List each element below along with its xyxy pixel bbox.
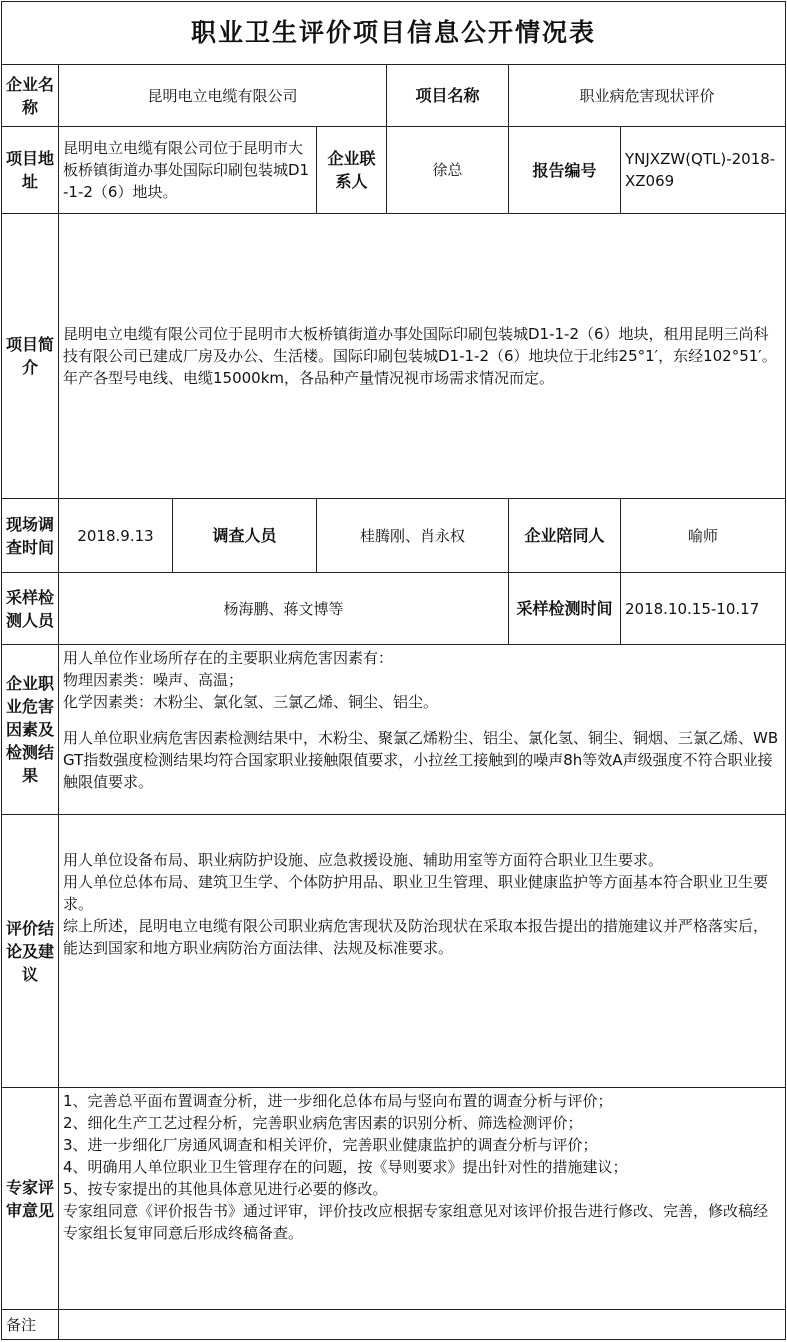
hazards-result: 用人单位职业病危害因素检测结果中，木粉尘、聚氯乙烯粉尘、铝尘、氯化氢、铜尘、铜烟、三氯乙烯、WBGT指数强度检测结果均符合国家职业接触限值要求，小拉丝工接触到的噪声8h等效A声级强度不符合职业接触限值要求。 (63, 729, 779, 791)
intro-value: 昆明电立电缆有限公司位于昆明市大板桥镇街道办事处国际印刷包装城D1-1-2（6）地块，租用昆明三尚科技有限公司已建成厂房及办公、生活楼。国际印刷包装城D1-1-2（6）地块位于北纬25°1′，东经102°51′。年产各型号电线、电缆15000km，各品种产量情况视市场需求情况而定。 (59, 214, 786, 499)
remarks-label: 备注 (2, 1310, 59, 1340)
evaluation-paragraph-2: 用人单位总体布局、建筑卫生学、个体防护用品、职业卫生管理、职业健康监护等方面基本符合职业卫生要求。 (63, 873, 769, 913)
sampling-time-value: 2018.10.15-10.17 (621, 573, 786, 645)
hazards-content (59, 645, 786, 815)
sampling-staff-label: 采样检测人员 (2, 573, 59, 645)
expert-item-3: 3、进一步细化厂房通风调查和相关评价，完善职业健康监护的调查分析与评价； (63, 1136, 598, 1154)
company-row (2, 65, 786, 127)
sampling-staff-value: 杨海鹏、蒋文博等 (59, 573, 509, 645)
survey-staff-value: 桂腾刚、肖永权 (317, 499, 509, 573)
company-value: 昆明电立电缆有限公司 (59, 65, 387, 127)
hazards-row (2, 645, 786, 815)
company-label: 企业名称 (2, 65, 59, 127)
sampling-row (2, 573, 786, 645)
expert-label: 专家评审意见 (2, 1088, 59, 1310)
survey-row (2, 499, 786, 573)
evaluation-paragraph-3: 综上所述，昆明电立电缆有限公司职业病危害现状及防治现状在采取本报告提出的措施建议并严格落实后，能达到国家和地方职业病防治方面法律、法规及标准要求。 (63, 917, 769, 957)
expert-item-4: 4、明确用人单位职业卫生管理存在的问题，按《导则要求》提出针对性的措施建议； (63, 1158, 628, 1176)
evaluation-row (2, 815, 786, 1088)
chemical-factors-line: 化学因素类：木粉尘、氯化氢、三氯乙烯、铜尘、铝尘。 (63, 693, 439, 711)
survey-time-label: 现场调查时间 (2, 499, 59, 573)
remarks-row (2, 1310, 786, 1340)
expert-item-2: 2、细化生产工艺过程分析，完善职业病危害因素的识别分析、筛选检测评价； (63, 1114, 583, 1132)
evaluation-label: 评价结论及建议 (2, 815, 59, 1088)
report-no-value: YNJXZW(QTL)-2018-XZ069 (621, 127, 786, 214)
disclosure-table (1, 1, 786, 1340)
survey-staff-label: 调查人员 (173, 499, 317, 573)
contact-label: 企业联系人 (317, 127, 387, 214)
intro-label: 项目简介 (2, 214, 59, 499)
project-name-value: 职业病危害现状评价 (509, 65, 786, 127)
expert-item-5: 5、按专家提出的其他具体意见进行必要的修改。 (63, 1180, 388, 1198)
physical-factors-line: 物理因素类：噪声、高温； (63, 671, 244, 689)
survey-time-value: 2018.9.13 (59, 499, 173, 573)
expert-conclusion: 专家组同意《评价报告书》通过评审，评价技改应根据专家组意见对该评价报告进行修改、完善，修改稿经专家组长复审同意后形成终稿备查。 (63, 1202, 769, 1242)
escort-label: 企业陪同人 (509, 499, 621, 573)
escort-value: 喻师 (621, 499, 786, 573)
address-label: 项目地址 (2, 127, 59, 214)
report-no-label: 报告编号 (509, 127, 621, 214)
contact-value: 徐总 (387, 127, 509, 214)
project-name-label: 项目名称 (387, 65, 509, 127)
hazards-intro-line: 用人单位作业场所存在的主要职业病危害因素有： (63, 649, 394, 667)
page-title: 职业卫生评价项目信息公开情况表 (2, 2, 786, 65)
hazards-label: 企业职业危害因素及检测结果 (2, 645, 59, 815)
remarks-value (59, 1310, 786, 1340)
expert-item-1: 1、完善总平面布置调查分析，进一步细化总体布局与竖向布置的调查分析与评价； (63, 1092, 613, 1110)
sampling-time-label: 采样检测时间 (509, 573, 621, 645)
expert-content (59, 1088, 786, 1310)
evaluation-content (59, 815, 786, 1088)
title-row (2, 2, 786, 65)
address-value: 昆明电立电缆有限公司位于昆明市大板桥镇街道办事处国际印刷包装城D1-1-2（6）地块。 (59, 127, 317, 214)
expert-row (2, 1088, 786, 1310)
evaluation-paragraph-1: 用人单位设备布局、职业病防护设施、应急救援设施、辅助用室等方面符合职业卫生要求。 (63, 851, 664, 869)
intro-row (2, 214, 786, 499)
address-row (2, 127, 786, 214)
